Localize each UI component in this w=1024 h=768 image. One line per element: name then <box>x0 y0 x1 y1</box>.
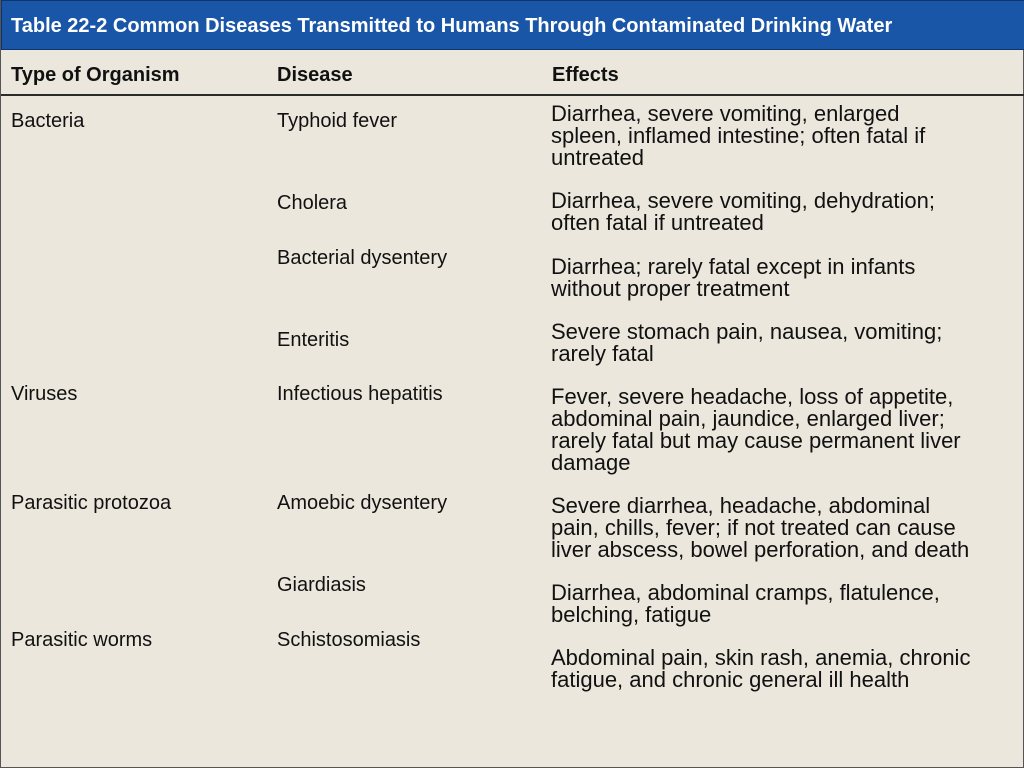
effect-typhoid-fever <box>551 103 1021 169</box>
effect-line: rarely fatal but may cause permanent liver <box>551 428 961 453</box>
disease-schistosomiasis: Schistosomiasis <box>277 629 421 651</box>
effect-line: Diarrhea; rarely fatal except in infants <box>551 254 916 279</box>
effect-line: damage <box>551 450 631 475</box>
effect-line: Diarrhea, abdominal cramps, flatulence, <box>551 580 940 605</box>
effect-schistosomiasis <box>551 647 1021 691</box>
effect-line: spleen, inflamed intestine; often fatal if <box>551 123 926 148</box>
disease-cholera: Cholera <box>277 192 348 214</box>
effect-line: Severe stomach pain, nausea, vomiting; <box>551 319 943 344</box>
effect-line: belching, fatigue <box>551 602 712 627</box>
effect-line: Diarrhea, severe vomiting, enlarged <box>551 101 900 126</box>
effect-enteritis <box>551 321 1021 365</box>
organism-parasitic-worms: Parasitic worms <box>11 629 153 651</box>
table-header-row <box>1 50 1024 96</box>
disease-typhoid-fever: Typhoid fever <box>277 110 398 132</box>
effect-cholera <box>551 190 1021 234</box>
effect-line: Diarrhea, severe vomiting, dehydration; <box>551 188 935 213</box>
effect-line: rarely fatal <box>551 341 654 366</box>
header-type-of-organism: Type of Organism <box>11 64 180 86</box>
effect-line: without proper treatment <box>551 276 790 301</box>
effect-bacterial-dysentery <box>551 256 1021 300</box>
effect-line: abdominal pain, jaundice, enlarged liver; <box>551 406 945 431</box>
effect-line: pain, chills, fever; if not treated can cause <box>551 515 956 540</box>
header-disease: Disease <box>277 64 353 86</box>
effect-line: often fatal if untreated <box>551 210 764 235</box>
organism-parasitic-protozoa: Parasitic protozoa <box>11 492 172 514</box>
effect-infectious-hepatitis <box>551 386 1021 474</box>
disease-amoebic-dysentery: Amoebic dysentery <box>277 492 448 514</box>
disease-enteritis: Enteritis <box>277 329 350 351</box>
organism-viruses: Viruses <box>11 383 78 405</box>
effect-line: untreated <box>551 145 644 170</box>
disease-bacterial-dysentery: Bacterial dysentery <box>277 247 448 269</box>
effect-line: Severe diarrhea, headache, abdominal <box>551 493 931 518</box>
effect-line: fatigue, and chronic general ill health <box>551 667 910 692</box>
effect-line: Fever, severe headache, loss of appetite, <box>551 384 954 409</box>
effect-line: liver abscess, bowel perforation, and death <box>551 537 970 562</box>
header-effects: Effects <box>552 64 619 86</box>
disease-infectious-hepatitis: Infectious hepatitis <box>277 383 443 405</box>
effect-line: Abdominal pain, skin rash, anemia, chronic <box>551 645 971 670</box>
disease-giardiasis: Giardiasis <box>277 574 366 596</box>
title-bar <box>1 0 1024 50</box>
table-title: Table 22-2 Common Diseases Transmitted to Humans Through Contaminated Drinking Water <box>11 15 893 37</box>
effect-giardiasis <box>551 582 1021 626</box>
organism-bacteria: Bacteria <box>11 110 85 132</box>
effect-amoebic-dysentery <box>551 495 1021 561</box>
